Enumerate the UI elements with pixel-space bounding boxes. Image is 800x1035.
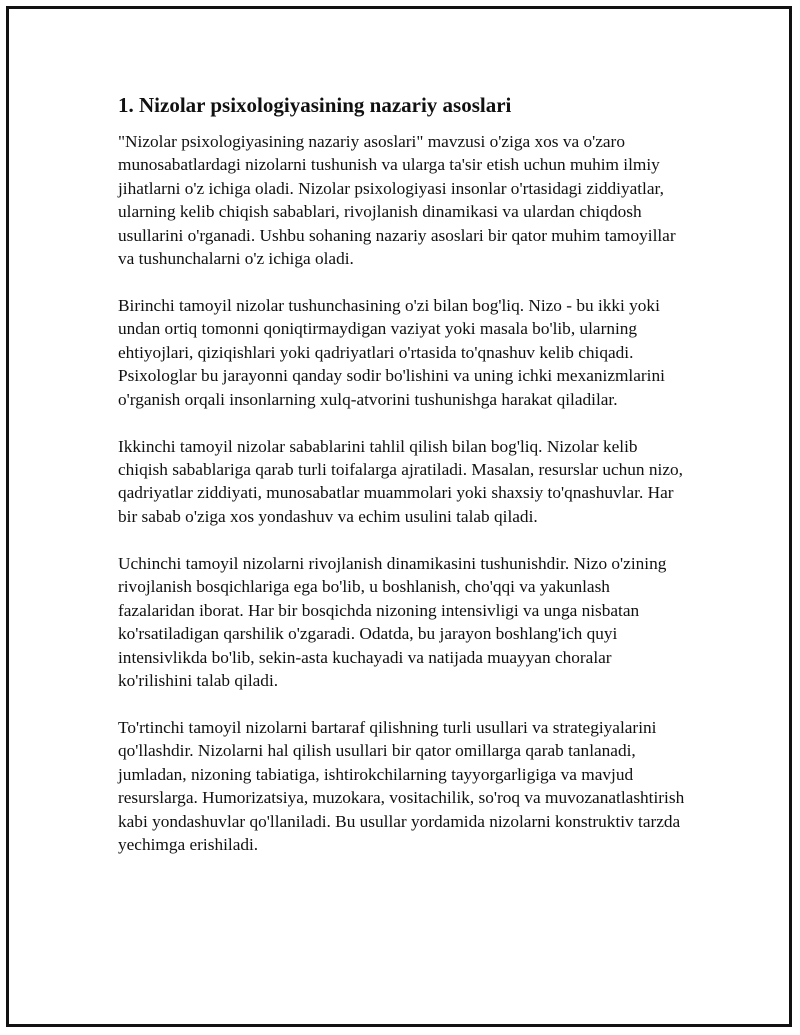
paragraph-third-principle: Uchinchi tamoyil nizolarni rivojlanish dinamikasini tushunishdir. Nizo o'zining rivojlanish bosqichlariga ega bo'lib, u boshlanish, cho'qqi va yakunlash fazalaridan iborat. Har bir bosqichda nizoning intensivligi va unga nisbatan ko'rsatiladigan qarshilik o'zgaradi. Odatda, bu jarayon boshlang'ich quyi intensivlikda bo'lib, sekin-asta kuchayadi va natijada muayyan choralar ko'rilishini talab qiladi. [118,553,667,690]
section-heading: 1. Nizolar psixologiyasining nazariy asoslari [118,93,512,117]
paragraph-first-principle: Birinchi tamoyil nizolar tushunchasining o'zi bilan bog'liq. Nizo - bu ikki yoki undan ortiq tomonni qoniqtirmaydigan vaziyat yoki masala bo'lib, ularning ehtiyojlari, qiziqishlari yoki qadriyatlari o'rtasida to'qnashuv kelib chiqadi. Psixologlar bu jarayonni qanday sodir bo'lishini va uning ichki mexanizmlarini o'rganish orqali insonlarning xulq-atvorini tushunishga harakat qiladilar. [118,296,665,409]
paragraph-intro: "Nizolar psixologiyasining nazariy asoslari" mavzusi o'ziga xos va o'zaro munosabatlardagi nizolarni tushunish va ularga ta'sir etish uchun muhim ilmiy jihatlarni o'z ichiga oladi. Nizolar psixologiyasi insonlar o'rtasidagi ziddiyatlar, ularning kelib chiqish sabablari, rivojlanish dinamikasi va ulardan chiqdosh usullarini o'rganadi. Ushbu sohaning nazariy asoslari bir qator muhim tamoyillar va tushunchalarni o'z ichiga oladi. [118,132,676,269]
document-body [118,92,686,880]
paragraph-fourth-principle: To'rtinchi tamoyil nizolarni bartaraf qilishning turli usullari va strategiyalarini qo'llashdir. Nizolarni hal qilish usullari bir qator omillarga qarab tanlanadi, jumladan, nizoning tabiatiga, ishtirokchilarning tayyorgarligiga va mavjud resurslarga. Humorizatsiya, muzokara, vositachilik, so'roq va muvozanatlashtirish kabi yondashuvlar qo'llaniladi. Bu usullar yordamida nizolarni konstruktiv tarzda yechimga erishiladi. [118,717,685,854]
paragraph-second-principle: Ikkinchi tamoyil nizolar sabablarini tahlil qilish bilan bog'liq. Nizolar kelib chiqish sabablariga qarab turli toifalarga ajratiladi. Masalan, resurslar uchun nizo, qadriyatlar ziddiyati, munosabatlar muammolari yoki shaxsiy to'qnashuvlar. Har bir sabab o'ziga xos yondashuv va echim usulini talab qiladi. [118,436,683,526]
